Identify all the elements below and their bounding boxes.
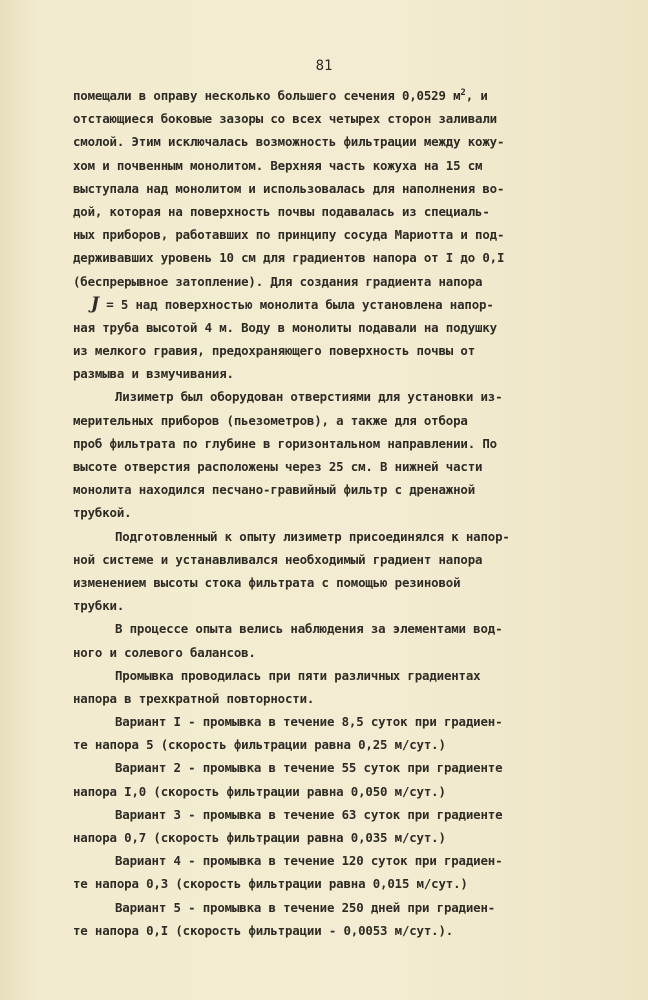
text-line: те напора 0,3 (скорость фильтрации равна 0,015 м/сут.) bbox=[73, 876, 468, 892]
superscript: 2 bbox=[460, 88, 466, 98]
text-line-formula: J = 5 над поверхностью монолита была установлена напор- bbox=[91, 293, 494, 314]
text-line: Вариант I - промывка в течение 8,5 суток при градиен- bbox=[115, 714, 503, 730]
text-line: те напора 5 (скорость фильтрации равна 0,25 м/сут.) bbox=[73, 737, 446, 753]
text-line: высоте отверстия расположены через 25 см. В нижней части bbox=[73, 459, 483, 474]
text-line: монолита находился песчано-гравийный фильтр с дренажной bbox=[73, 482, 476, 498]
text-line: трубкой. bbox=[73, 505, 132, 521]
text-line: Подготовленный к опыту лизиметр присоединялся к напор- bbox=[115, 528, 510, 544]
text-line: напора I,0 (скорость фильтрации равна 0,050 м/сут.) bbox=[73, 783, 446, 799]
text-line: проб фильтрата по глубине в горизонтальном направлении. По bbox=[73, 435, 497, 451]
text-line: напора в трехкратной повторности. bbox=[73, 690, 315, 706]
text-line: отстающиеся боковые зазоры со всех четырех сторон заливали bbox=[73, 111, 497, 127]
text-line: размыва и взмучивания. bbox=[73, 366, 234, 382]
text-line: те напора 0,I (скорость фильтрации - 0,0053 м/сут.). bbox=[73, 922, 454, 938]
text-line: напора 0,7 (скорость фильтрации равна 0,035 м/сут.) bbox=[73, 830, 446, 845]
text-line: Вариант 2 - промывка в течение 55 суток при градиенте bbox=[115, 760, 503, 776]
text-line: Вариант 3 - промывка в течение 63 суток при градиенте bbox=[115, 806, 503, 822]
text-line: ной системе и устанавливался необходимый градиент напора bbox=[73, 551, 483, 567]
text-line: хом и почвенным монолитом. Верхняя часть кожуха на 15 см bbox=[73, 157, 483, 173]
text-line: ного и солевого балансов. bbox=[73, 644, 256, 660]
text-line: ных приборов, работавших по принципу сосуда Мариотта и под- bbox=[73, 227, 505, 243]
text-line: помещали в оправу несколько большего сечения 0,0529 $м^2$, и bbox=[73, 88, 488, 103]
text-line: мерительных приборов (пьезометров), а также для отбора bbox=[73, 412, 468, 428]
text-line: держивавших уровень 10 см для градиентов напора от I до 0,I bbox=[73, 250, 505, 266]
text-line: изменением высоты стока фильтрата с помощью резиновой bbox=[73, 574, 461, 590]
text-line: смолой. Этим исключалась возможность фильтрации между кожу- bbox=[73, 134, 505, 150]
text-line: трубки. bbox=[73, 598, 125, 614]
text-line: дой, которая на поверхность почвы подавалась из специаль- bbox=[73, 203, 490, 219]
body-text bbox=[73, 84, 553, 942]
text-line: выступала над монолитом и использовалась для наполнения во- bbox=[73, 180, 505, 196]
text-line: В процессе опыта велись наблюдения за элементами вод- bbox=[115, 621, 503, 637]
text-line: Вариант 4 - промывка в течение 120 суток при градиен- bbox=[115, 853, 503, 869]
text-line: Вариант 5 - промывка в течение 250 дней при градиен- bbox=[115, 899, 496, 915]
page-number: 81 bbox=[315, 58, 333, 74]
text-line: ная труба высотой 4 м. Воду в монолиты подавали на подушку bbox=[73, 319, 497, 335]
text-line: Промывка проводилась при пяти различных градиентах bbox=[115, 667, 481, 683]
text-line: Лизиметр был оборудован отверстиями для установки из- bbox=[115, 389, 503, 405]
text-line: (беспрерывное затопление). Для создания градиента напора bbox=[73, 273, 483, 289]
text-line: из мелкого гравия, предохраняющего поверхность почвы от bbox=[73, 343, 476, 359]
gradient-symbol: J bbox=[91, 293, 99, 314]
